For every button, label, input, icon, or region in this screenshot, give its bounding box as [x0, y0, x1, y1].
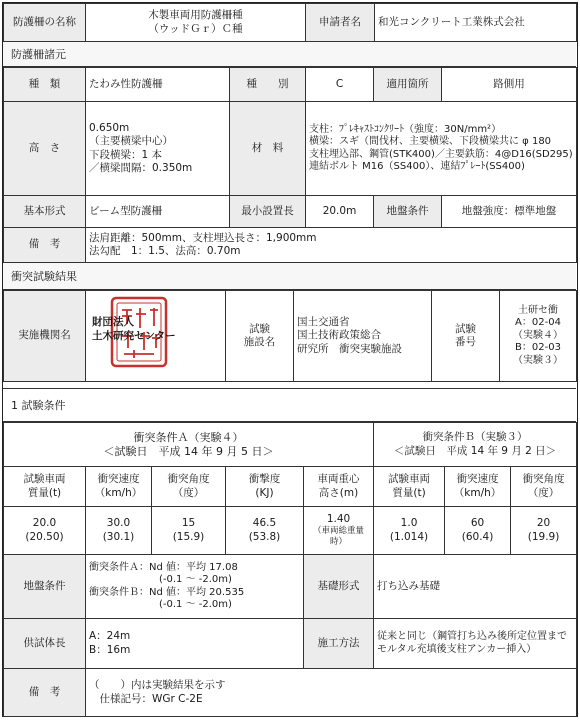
ground-value: 地盤強度：標準地盤 [442, 196, 577, 228]
class-value: C [306, 68, 374, 102]
foundation-label: 基礎形式 [304, 555, 374, 619]
facility-label: 試験 施設名 [226, 291, 294, 382]
col-mass-b: 試験車両 質量(t) [374, 467, 445, 507]
col-angle-b: 衝突角度 （度） [511, 467, 577, 507]
form-label: 基本形式 [4, 196, 86, 228]
col-angle-a: 衝突角度 （度） [152, 467, 226, 507]
applicant-value: 和光コンクリート工業株式会社 [375, 4, 577, 42]
applicant-label: 申請者名 [306, 4, 375, 42]
spec-note-label: 備 考 [4, 228, 86, 263]
type-label: 種 類 [4, 68, 86, 102]
number-value: 土研セ衝 A：02-04 （実験４） B：02-03 （実験３） [500, 291, 577, 382]
a-impact: 46.5 (53.8) [226, 507, 304, 555]
col-impact-a: 衝撃度 (KJ) [226, 467, 304, 507]
document-page [2, 2, 578, 717]
col-cg-a: 車両重心 高さ(m) [304, 467, 374, 507]
ground-condition-value: 衝突条件Ａ：Nd 値：平均 17.08 (-0.1 ～ -2.0m) 衝突条件Ｂ：Nd 値：平均 20.535 (-0.1 ～ -2.0m) [86, 555, 304, 619]
a-cg: 1.40 [326, 513, 351, 526]
method-label: 施工方法 [304, 619, 374, 669]
material-value: 支柱：ﾌﾟﾚｷｬｽﾄｺﾝｸﾘｰﾄ（強度：30N/mm²） 横梁：スギ（間伐材、主要横梁、下段横梁共に φ 180 支柱埋込部、鋼管(STK400)／主要鉄筋：4@D16(SD295) 連結ボルト M16（SS400）、連結ﾌﾟﾚｰﾄ(SS400) [306, 102, 577, 196]
a-mass: 20.0 (20.50) [4, 507, 86, 555]
col-speed-a: 衝突速度 （km/h） [86, 467, 152, 507]
spec-section-title: 防護柵諸元 [3, 41, 576, 67]
location-label: 適用箇所 [374, 68, 442, 102]
a-angle: 15 (15.9) [152, 507, 226, 555]
conditions-table [3, 422, 577, 717]
barrier-name-label: 防護柵の名称 [4, 4, 86, 42]
a-cg-note: （車両総重量時） [313, 526, 365, 548]
ground-condition-label: 地盤条件 [4, 555, 86, 619]
height-value: 0.650m （主要横梁中心） 下段横梁：1 本 ／横梁間隔：0.350m [86, 102, 230, 196]
col-mass-a: 試験車両 質量(t) [4, 467, 86, 507]
location-value: 路側用 [442, 68, 577, 102]
min-length-label: 最小設置長 [230, 196, 306, 228]
conditions-note-value: （ ）内は実験結果を示す 仕様記号：WGr C-2E [86, 669, 577, 717]
agency-label: 実施機関名 [4, 291, 86, 382]
condition-b-title: 衝突条件Ｂ（実験３） ＜試験日 平成 14 年 9 月 2 日＞ [374, 423, 577, 467]
condition-a-title: 衝突条件Ａ（実験４） ＜試験日 平成 14 年 9 月 5 日＞ [4, 423, 374, 467]
spec-note-value: 法肩距離：500mm、支柱埋込長さ：1,900mm 法勾配 1：1.5、法高：0.70m [86, 228, 577, 263]
min-length-value: 20.0m [306, 196, 374, 228]
b-angle: 20 (19.9) [511, 507, 577, 555]
height-label: 高 さ [4, 102, 86, 196]
facility-value: 国土交通省 国土技術政策総合 研究所 衝突実験施設 [294, 291, 432, 382]
class-label: 種 別 [230, 68, 306, 102]
result-table [3, 290, 577, 382]
ground-label: 地盤条件 [374, 196, 442, 228]
header-table [3, 3, 577, 42]
agency-cell [86, 291, 226, 382]
length-label: 供試体長 [4, 619, 86, 669]
spec-table [3, 67, 577, 263]
method-value: 従来と同じ（鋼管打ち込み後所定位置までモルタル充填後支柱アンカー挿入） [374, 619, 577, 669]
barrier-name-value: 木製車両用防護柵種 （ウッドＧｒ）Ｃ種 [86, 4, 306, 42]
number-label: 試験 番号 [432, 291, 500, 382]
a-speed: 30.0 (30.1) [86, 507, 152, 555]
b-mass: 1.0 (1.014) [374, 507, 445, 555]
foundation-value: 打ち込み基礎 [374, 555, 577, 619]
conditions-section-title: 1 試験条件 [3, 388, 576, 422]
length-value: A：24m B：16m [86, 619, 304, 669]
a-cg-cell [304, 507, 374, 555]
agency-value: 財団法人 土木研究センター [92, 316, 176, 343]
type-value: たわみ性防護柵 [86, 68, 230, 102]
conditions-note-label: 備 考 [4, 669, 86, 717]
form-value: ビーム型防護柵 [86, 196, 230, 228]
col-speed-b: 衝突速度 （km/h） [445, 467, 511, 507]
material-label: 材 料 [230, 102, 306, 196]
b-speed: 60 (60.4) [445, 507, 511, 555]
result-section-title: 衝突試験結果 [3, 262, 576, 290]
